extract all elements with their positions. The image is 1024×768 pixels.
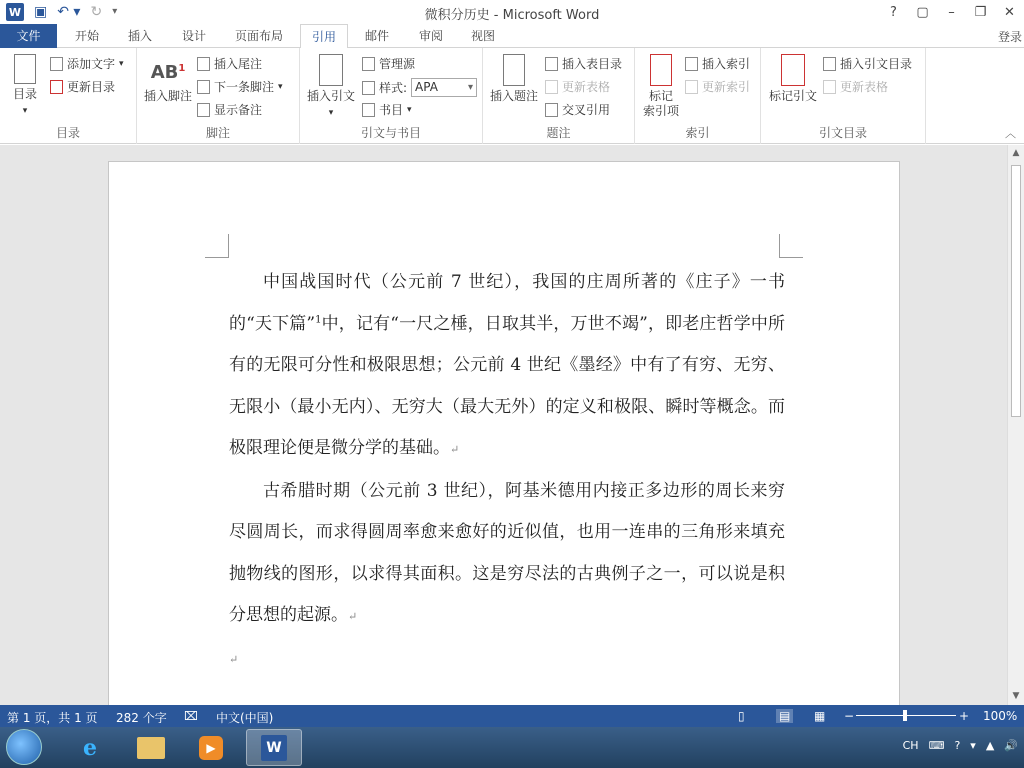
word-app-icon[interactable]: W [6,3,24,21]
mark-citation-icon [781,54,805,86]
read-mode-icon[interactable]: ▯ [738,709,745,723]
scroll-up-icon[interactable]: ▲ [1012,148,1020,158]
next-footnote-button[interactable]: 下一条脚注 ▾ [197,79,283,95]
media-player-icon[interactable]: ▶ [183,729,239,766]
tab-references[interactable]: 引用 [300,24,348,49]
bibliography-button[interactable]: 书目 ▾ [362,102,412,118]
manage-sources-icon [362,57,375,71]
vertical-scrollbar[interactable] [1007,145,1024,705]
status-bar [0,705,1024,727]
show-hidden-icons-icon[interactable]: ▲ [985,739,995,752]
zoom-slider-thumb[interactable] [903,710,907,721]
sign-in-link[interactable]: 登录 [997,30,1022,44]
window-controls [879,0,1024,24]
manage-sources-button[interactable]: 管理源 [362,56,415,72]
show-notes-icon [197,103,210,117]
group-toa [761,48,926,144]
insert-toa-icon [823,57,836,71]
ie-icon[interactable]: e [83,734,97,761]
mark-entry-button[interactable]: 标记 索引项 [639,54,683,119]
mark-citation-button[interactable]: 标记引文 [765,54,821,104]
margin-mark-right [779,234,803,258]
update-toa-icon [823,80,836,94]
toc-label: 目录 [12,87,37,101]
group-index [635,48,761,144]
tab-review[interactable]: 审阅 [418,29,443,43]
group-label-toc: 目录 [55,126,80,140]
close-button[interactable]: ✕ [1004,4,1015,20]
paragraph-1: 中国战国时代（公元前 7 世纪），我国的庄周所著的《庄子》一书的“天下篇”$^1$中，记有“一尺之棰，日取其半，万世不竭”，即老庄哲学中所有的无限可分性和极限思想；公元前 4 世纪《墨经》中有了有穷、无穷、无限小（最小无内）、无穷大（最大无外）的定义和极限、瞬时等概念。而极限理论便是微分学的基础。↵ [229,272,785,458]
endnote-icon [197,57,210,71]
zoom-in-icon[interactable]: + [959,709,970,723]
volume-icon[interactable]: 🔊 [1004,739,1018,752]
update-table-button[interactable]: 更新表格 [545,79,610,95]
keyboard-icon[interactable]: ⌨ [928,739,945,752]
title-bar [0,0,1024,24]
cross-reference-icon [545,103,558,117]
update-index-icon [685,80,698,94]
group-label-toa: 引文目录 [818,126,867,140]
update-toc-button[interactable]: 更新目录 [50,79,115,95]
footnote-icon: $AB^1$ [150,62,186,83]
group-citations [300,48,483,144]
style-dropdown[interactable]: 样式: APA ▾ [362,78,477,97]
update-toc-icon [50,80,63,94]
word-count[interactable]: 282 个字 [116,711,167,725]
toc-icon [14,54,36,84]
insert-index-button[interactable]: 插入索引 [685,56,750,72]
update-index-button[interactable]: 更新索引 [685,79,750,95]
group-captions [483,48,635,144]
scroll-thumb[interactable] [1011,165,1021,417]
group-label-footnotes: 脚注 [205,126,230,140]
citation-icon [319,54,343,86]
group-label-captions: 题注 [546,126,571,140]
tab-home[interactable]: 开始 [74,29,99,43]
explorer-icon[interactable] [123,729,179,766]
group-footnotes [137,48,300,144]
windows-taskbar [0,727,1024,768]
print-layout-icon[interactable]: ▤ [776,709,793,723]
ime-settings-icon[interactable]: ▾ [970,739,976,752]
proofing-icon[interactable]: ⌧ [184,709,198,723]
window-title: 微积分历史 - Microsoft Word [424,8,600,23]
help-button[interactable]: ? [890,4,897,20]
ime-indicator[interactable]: CH [902,739,919,752]
style-icon [362,81,375,95]
update-table-icon [545,80,558,94]
save-icon[interactable]: ▣ [34,4,48,20]
style-select[interactable]: APA ▾ [411,78,477,97]
margin-mark-left [205,234,229,258]
page-count[interactable]: 第 1 页，共 1 页 [7,711,98,725]
update-toa-button[interactable]: 更新表格 [823,79,888,95]
group-label-index: 索引 [685,126,710,140]
zoom-level[interactable]: 100% [983,709,1018,723]
paragraph-mark: ↵ [229,652,239,666]
next-footnote-icon [197,80,210,94]
insert-caption-button[interactable]: 插入题注 [487,54,541,104]
undo-icon[interactable]: ↶ ▾ [57,4,81,20]
insert-toa-button[interactable]: 插入引文目录 [823,56,912,72]
insert-footnote-button[interactable]: $AB^1$ 插入脚注 [141,54,195,104]
customize-icon[interactable]: ▾ [112,6,118,17]
tab-layout[interactable]: 页面布局 [234,29,283,43]
document-page[interactable] [108,161,900,705]
paragraph-mark: ↵ [348,610,358,623]
web-layout-icon[interactable]: ▦ [814,709,826,723]
ribbon-display-button[interactable]: ▢ [916,4,929,20]
ribbon-tabs [0,24,1024,48]
insert-tof-icon [545,57,558,71]
group-label-citations: 引文与书目 [360,126,421,140]
language-status[interactable]: 中文(中国) [216,711,274,725]
system-tray [903,739,1018,752]
add-text-icon [50,57,63,71]
insert-index-icon [685,57,698,71]
tab-design[interactable]: 设计 [181,29,206,43]
insert-citation-button[interactable]: 插入引文 ▾ [304,54,358,121]
start-button[interactable] [6,729,42,765]
scroll-down-icon[interactable]: ▼ [1012,691,1020,701]
tab-mailings[interactable]: 邮件 [364,29,389,43]
document-body[interactable] [229,262,785,680]
show-notes-button[interactable]: 显示备注 [197,102,262,118]
toc-button[interactable]: 目录 ▾ [6,54,44,119]
paragraph-mark: ↵ [450,443,460,456]
insert-endnote-button[interactable]: 插入尾注 [197,56,262,72]
mark-entry-icon [650,54,672,86]
redo-icon[interactable]: ↻ [90,4,103,20]
ribbon [0,48,1024,144]
footnote-ref[interactable]: 1 [315,313,322,325]
restore-button[interactable]: ❐ [974,4,987,20]
insert-tof-button[interactable]: 插入表目录 [545,56,622,72]
cross-reference-button[interactable]: 交叉引用 [545,102,610,118]
paragraph-2: 古希腊时期（公元前 3 世纪），阿基米德用内接正多边形的周长来穷尽圆周长，而求得圆周率愈来愈好的近似值，也用一连串的三角形来填充抛物线的图形，以求得其面积。这是穷尽法的古典例子之一，可以说是积分思想的起源。↵ [229,480,785,625]
word-icon[interactable]: W [246,729,302,766]
add-text-button[interactable]: 添加文字 ▾ [50,56,124,72]
group-toc [0,48,137,144]
minimize-button[interactable]: – [948,4,955,20]
caption-icon [503,54,525,86]
tab-view[interactable]: 视图 [470,29,495,43]
tab-insert[interactable]: 插入 [127,29,152,43]
zoom-out-icon[interactable]: − [844,709,855,723]
collapse-ribbon-icon[interactable]: ︿ [1005,127,1016,140]
bibliography-icon [362,103,375,117]
tab-file[interactable]: 文件 [0,24,57,48]
help-icon[interactable]: ? [954,739,961,752]
document-area [0,145,1024,705]
